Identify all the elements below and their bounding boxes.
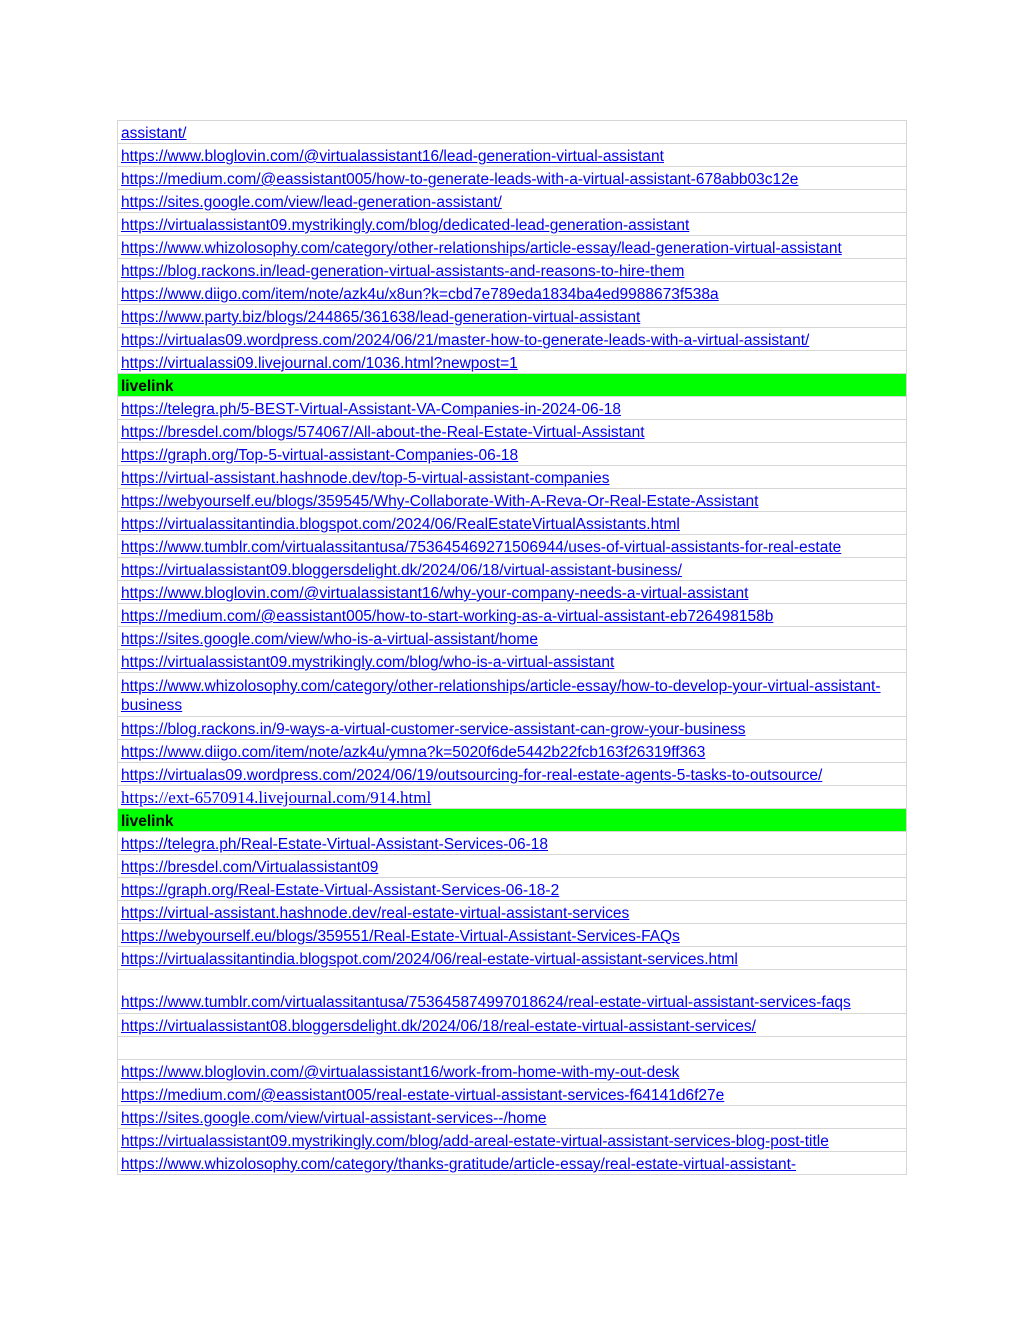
link-cell <box>118 443 907 466</box>
link-row <box>118 650 907 673</box>
link-cell <box>118 259 907 282</box>
link-cell <box>118 328 907 351</box>
link-row <box>118 190 907 213</box>
link-row <box>118 878 907 901</box>
link-cell <box>118 305 907 328</box>
url-link[interactable]: https://virtualassitantindia.blogspot.com/2024/06/RealEstateVirtualAssistants.html <box>121 516 680 533</box>
link-cell <box>118 236 907 259</box>
url-link[interactable]: https://www.bloglovin.com/@virtualassistant16/lead-generation-virtual-assistant <box>121 148 664 165</box>
link-cell <box>118 1129 907 1152</box>
link-cell <box>118 213 907 236</box>
link-row <box>118 1129 907 1152</box>
link-cell <box>118 901 907 924</box>
link-cell <box>118 924 907 947</box>
link-row <box>118 901 907 924</box>
url-link[interactable]: https://telegra.ph/Real-Estate-Virtual-Assistant-Services-06-18 <box>121 836 549 853</box>
link-row <box>118 855 907 878</box>
link-row <box>118 144 907 167</box>
link-cell <box>118 763 907 786</box>
section-header-cell: livelink <box>118 809 907 832</box>
link-row <box>118 924 907 947</box>
link-cell <box>118 558 907 581</box>
link-row <box>118 763 907 786</box>
url-link[interactable]: https://bresdel.com/Virtualassistant09 <box>121 859 379 876</box>
link-cell <box>118 397 907 420</box>
link-row <box>118 466 907 489</box>
url-link[interactable]: https://virtualassistant09.mystrikingly.com/blog/dedicated-lead-generation-assistant <box>121 217 690 234</box>
link-row <box>118 351 907 374</box>
empty-row <box>118 1037 907 1060</box>
link-cell <box>118 832 907 855</box>
link-cell <box>118 717 907 740</box>
link-row <box>118 420 907 443</box>
link-cell <box>118 466 907 489</box>
link-cell <box>118 144 907 167</box>
link-cell <box>118 190 907 213</box>
link-cell <box>118 282 907 305</box>
url-link[interactable]: https://medium.com/@eassistant005/real-estate-virtual-assistant-services-f64141d6f27e <box>121 1087 725 1104</box>
link-row <box>118 305 907 328</box>
link-cell <box>118 489 907 512</box>
link-cell <box>118 786 907 809</box>
spreadsheet-table <box>117 120 907 1175</box>
link-row <box>118 947 907 970</box>
link-row <box>118 535 907 558</box>
url-link[interactable]: https://bresdel.com/blogs/574067/All-about-the-Real-Estate-Virtual-Assistant <box>121 424 645 441</box>
link-row <box>118 832 907 855</box>
link-row <box>118 397 907 420</box>
url-link[interactable]: https://medium.com/@eassistant005/how-to-start-working-as-a-virtual-assistant-eb726498158b <box>121 608 774 625</box>
link-cell <box>118 627 907 650</box>
section-header-cell: livelink <box>118 374 907 397</box>
url-link[interactable]: https://telegra.ph/5-BEST-Virtual-Assistant-VA-Companies-in-2024-06-18 <box>121 401 621 418</box>
url-link[interactable]: https://virtualassistant09.mystrikingly.com/blog/add-areal-estate-virtual-assistant-services-blog-post-title <box>121 1133 829 1150</box>
empty-cell <box>118 1037 907 1060</box>
url-link[interactable]: https://www.whizolosophy.com/category/other-relationships/article-essay/how-to-develop-your-virtual-assistant-business <box>121 678 881 714</box>
url-link[interactable]: https://www.bloglovin.com/@virtualassistant16/why-your-company-needs-a-virtual-assistant <box>121 585 749 602</box>
link-row <box>118 1106 907 1129</box>
url-link[interactable]: https://blog.rackons.in/9-ways-a-virtual-customer-service-assistant-can-grow-your-business <box>121 721 746 738</box>
link-row <box>118 740 907 763</box>
link-row <box>118 1060 907 1083</box>
url-link[interactable]: assistant/ <box>121 125 187 142</box>
link-row <box>118 581 907 604</box>
link-row <box>118 1014 907 1037</box>
url-link[interactable]: https://sites.google.com/view/who-is-a-virtual-assistant/home <box>121 631 538 648</box>
section-header-row <box>118 809 907 832</box>
url-link[interactable]: https://blog.rackons.in/lead-generation-virtual-assistants-and-reasons-to-hire-them <box>121 263 685 280</box>
url-link[interactable]: https://www.tumblr.com/virtualassitantusa/753645469271506944/uses-of-virtual-assistants-for-real-estate <box>121 539 842 556</box>
link-cell <box>118 351 907 374</box>
url-link[interactable]: https://virtualas09.wordpress.com/2024/06/21/master-how-to-generate-leads-with-a-virtual-assistant/ <box>121 332 810 349</box>
link-row <box>118 259 907 282</box>
link-cell <box>118 673 907 717</box>
url-link[interactable]: https://virtualassistant08.bloggersdelight.dk/2024/06/18/real-estate-virtual-assistant-services/ <box>121 1018 756 1035</box>
url-link[interactable]: https://virtualassistant09.mystrikingly.com/blog/who-is-a-virtual-assistant <box>121 654 615 671</box>
link-cell <box>118 970 907 1014</box>
link-cell <box>118 855 907 878</box>
url-link[interactable]: https://virtualassitantindia.blogspot.com/2024/06/real-estate-virtual-assistant-services.html <box>121 951 738 968</box>
link-row <box>118 489 907 512</box>
url-link[interactable]: https://www.diigo.com/item/note/azk4u/x8un?k=cbd7e789eda1834ba4ed9988673f538a <box>121 286 719 303</box>
url-link[interactable]: https://webyourself.eu/blogs/359551/Real-Estate-Virtual-Assistant-Services-FAQs <box>121 928 680 945</box>
link-cell <box>118 604 907 627</box>
link-cell <box>118 167 907 190</box>
url-link[interactable]: https://www.whizolosophy.com/category/other-relationships/article-essay/lead-generation-virtual-assistant <box>121 240 842 257</box>
link-cell <box>118 1106 907 1129</box>
link-row <box>118 1152 907 1175</box>
link-row <box>118 121 907 144</box>
url-link[interactable]: https://graph.org/Real-Estate-Virtual-Assistant-Services-06-18-2 <box>121 882 560 899</box>
link-row <box>118 673 907 717</box>
link-row <box>118 443 907 466</box>
url-link[interactable]: https://virtualassistant09.bloggersdelight.dk/2024/06/18/virtual-assistant-business/ <box>121 562 682 579</box>
link-cell <box>118 947 907 970</box>
link-row <box>118 213 907 236</box>
link-row <box>118 717 907 740</box>
url-link[interactable]: https://medium.com/@eassistant005/how-to-generate-leads-with-a-virtual-assistant-678abb03c12e <box>121 171 799 188</box>
link-cell <box>118 512 907 535</box>
url-link[interactable]: https://ext-6570914.livejournal.com/914.html <box>121 788 432 807</box>
link-row <box>118 558 907 581</box>
link-row <box>118 167 907 190</box>
link-cell <box>118 1152 907 1175</box>
link-cell <box>118 121 907 144</box>
link-cell <box>118 1083 907 1106</box>
link-cell <box>118 420 907 443</box>
link-row <box>118 970 907 1014</box>
spreadsheet-body <box>118 121 907 1175</box>
url-link[interactable]: https://www.whizolosophy.com/category/thanks-gratitude/article-essay/real-estate-virtual-assistant- <box>121 1156 797 1173</box>
url-link[interactable]: https://www.diigo.com/item/note/azk4u/ymna?k=5020f6de5442b22fcb163f26319ff363 <box>121 744 706 761</box>
link-row <box>118 604 907 627</box>
link-cell <box>118 740 907 763</box>
link-row <box>118 328 907 351</box>
link-row <box>118 627 907 650</box>
link-cell <box>118 650 907 673</box>
link-cell <box>118 1014 907 1037</box>
link-row <box>118 236 907 259</box>
url-link[interactable]: https://sites.google.com/view/virtual-assistant-services--/home <box>121 1110 547 1127</box>
link-cell <box>118 878 907 901</box>
url-link[interactable]: https://www.party.biz/blogs/244865/361638/lead-generation-virtual-assistant <box>121 309 641 326</box>
url-link[interactable]: https://sites.google.com/view/lead-generation-assistant/ <box>121 194 502 211</box>
url-link[interactable]: https://www.tumblr.com/virtualassitantusa/753645874997018624/real-estate-virtual-assistant-services-faqs <box>121 994 851 1011</box>
link-row <box>118 786 907 809</box>
url-link[interactable]: https://virtual-assistant.hashnode.dev/top-5-virtual-assistant-companies <box>121 470 610 487</box>
url-link[interactable]: https://graph.org/Top-5-virtual-assistant-Companies-06-18 <box>121 447 519 464</box>
url-link[interactable]: https://virtualas09.wordpress.com/2024/06/19/outsourcing-for-real-estate-agents-5-tasks-to-outsource/ <box>121 767 823 784</box>
link-cell <box>118 581 907 604</box>
url-link[interactable]: https://webyourself.eu/blogs/359545/Why-Collaborate-With-A-Reva-Or-Real-Estate-Assistant <box>121 493 759 510</box>
url-link[interactable]: https://virtualassi09.livejournal.com/1036.html?newpost=1 <box>121 355 518 372</box>
link-row <box>118 282 907 305</box>
link-cell <box>118 535 907 558</box>
url-link[interactable]: https://www.bloglovin.com/@virtualassistant16/work-from-home-with-my-out-desk <box>121 1064 680 1081</box>
section-header-row <box>118 374 907 397</box>
url-link[interactable]: https://virtual-assistant.hashnode.dev/real-estate-virtual-assistant-services <box>121 905 630 922</box>
link-row <box>118 512 907 535</box>
link-row <box>118 1083 907 1106</box>
link-cell <box>118 1060 907 1083</box>
